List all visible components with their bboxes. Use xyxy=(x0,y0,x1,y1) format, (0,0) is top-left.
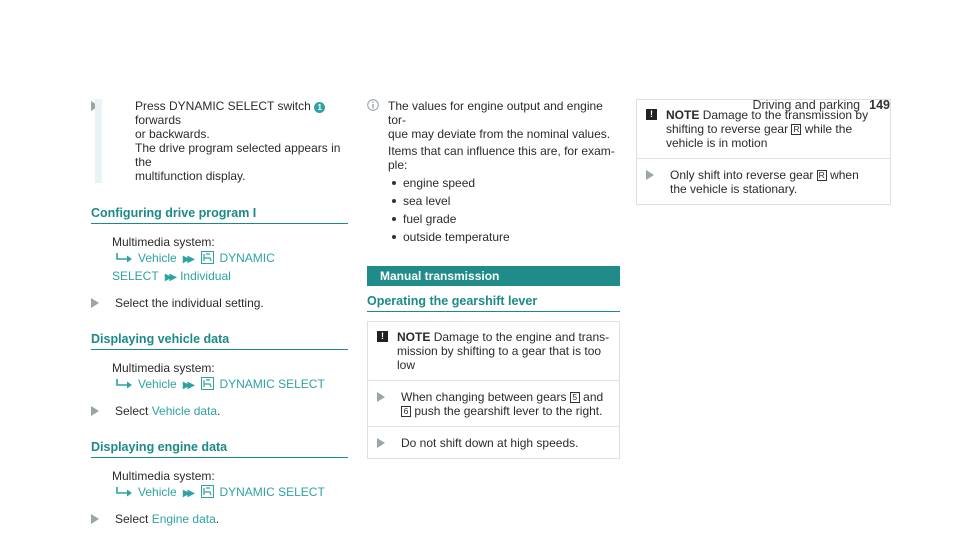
note-header: ! NOTE Damage to the transmission by shifting to reverse gear R while the vehicle is in motion xyxy=(637,100,890,159)
seat-icon xyxy=(201,377,214,394)
gear-5-key: 5 xyxy=(570,392,580,403)
note-header: ! NOTE Damage to the engine and trans- mission by shifting to a gear that is too low xyxy=(368,322,619,381)
column-right xyxy=(636,99,891,205)
gear-6-key: 6 xyxy=(401,406,411,417)
menu-dynamic-select-link[interactable]: DYNAMIC SELECT xyxy=(219,377,325,391)
column-middle xyxy=(367,99,620,459)
reverse-gear-key: R xyxy=(818,170,825,180)
note-label: NOTE xyxy=(397,330,431,344)
double-chevron-icon: ▶▶ xyxy=(182,254,193,265)
column-left xyxy=(90,99,348,526)
list-item: sea level xyxy=(388,192,620,210)
page-number: 149 xyxy=(869,98,890,112)
double-chevron-icon: ▶▶ xyxy=(182,380,193,391)
double-chevron-icon: ▶▶ xyxy=(182,488,193,499)
note-label: NOTE xyxy=(666,108,700,122)
list-item: fuel grade xyxy=(388,210,620,228)
note-step-shift-down: Do not shift down at high speeds. xyxy=(368,427,619,458)
double-chevron-icon: ▶▶ xyxy=(164,272,175,283)
section-bar-manual-transmission: Manual transmission xyxy=(367,266,620,286)
warning-icon: ! xyxy=(377,331,388,342)
menu-arrow-icon xyxy=(116,377,132,393)
multimedia-path: Multimedia system: Vehicle ▶▶ DYNAMIC SELECT xyxy=(90,468,348,502)
step-arrow-icon xyxy=(90,297,102,309)
step-select-vehicle-data: Select Vehicle data. xyxy=(90,404,348,418)
warning-icon: ! xyxy=(646,109,657,120)
step-select-engine-data: Select Engine data. xyxy=(90,512,348,526)
engine-data-link[interactable]: Engine data xyxy=(151,512,216,526)
callout-badge: 1 xyxy=(314,102,325,113)
menu-individual-link[interactable]: Individual xyxy=(180,269,231,283)
heading-operating-gearshift: Operating the gearshift lever xyxy=(367,294,620,312)
multimedia-path: Multimedia system: Vehicle ▶▶ DYNAMIC SELECT xyxy=(90,360,348,394)
menu-vehicle-link[interactable]: Vehicle xyxy=(138,377,177,391)
menu-dynamic-select-link[interactable]: DYNAMIC SELECT xyxy=(219,485,325,499)
menu-select-link[interactable]: SELECT xyxy=(112,269,159,283)
heading-vehicle-data: Displaying vehicle data xyxy=(91,332,348,350)
step-arrow-icon xyxy=(90,513,102,525)
info-note: The values for engine output and engine tor- que may deviate from the nominal values. Items that can influence this are, for exam- ple: engine speed sea level fuel grade outside temperature xyxy=(367,99,620,246)
step-press-dynamic-select: Press DYNAMIC SELECT switch 1 forwards or backwards. The drive program selected appears in the multifunction display. xyxy=(90,99,348,183)
section-title: Driving and parking xyxy=(752,98,861,112)
step-arrow-icon xyxy=(376,391,388,403)
note-step-reverse: Only shift into reverse gear R when the vehicle is stationary. xyxy=(637,159,890,204)
multimedia-path: Multimedia system: Vehicle ▶▶ DYNAMIC SELECT ▶▶ Individual xyxy=(112,235,275,283)
menu-arrow-icon xyxy=(116,485,132,501)
heading-configuring: Configuring drive program I xyxy=(91,206,348,224)
reverse-gear-key: R xyxy=(793,124,800,134)
note-box-engine xyxy=(367,321,620,459)
list-item: engine speed xyxy=(388,174,620,192)
info-icon xyxy=(367,99,379,246)
step-arrow-icon xyxy=(90,405,102,417)
menu-dynamic-link[interactable]: DYNAMIC xyxy=(219,251,275,265)
menu-arrow-icon xyxy=(116,251,132,267)
step-arrow-icon xyxy=(645,169,657,181)
note-step-gears: When changing between gears 5 and 6 push the gearshift lever to the right. xyxy=(368,381,619,427)
influence-list xyxy=(388,174,620,246)
seat-icon xyxy=(201,485,214,502)
note-box-transmission xyxy=(636,99,891,205)
seat-icon xyxy=(201,251,214,268)
heading-engine-data: Displaying engine data xyxy=(91,440,348,458)
menu-vehicle-link[interactable]: Vehicle xyxy=(138,251,177,265)
step-arrow-icon xyxy=(376,437,388,449)
list-item: outside temperature xyxy=(388,228,620,246)
vehicle-data-link[interactable]: Vehicle data xyxy=(151,404,218,418)
menu-vehicle-link[interactable]: Vehicle xyxy=(138,485,177,499)
step-select-individual: Select the individual setting. xyxy=(90,296,348,310)
